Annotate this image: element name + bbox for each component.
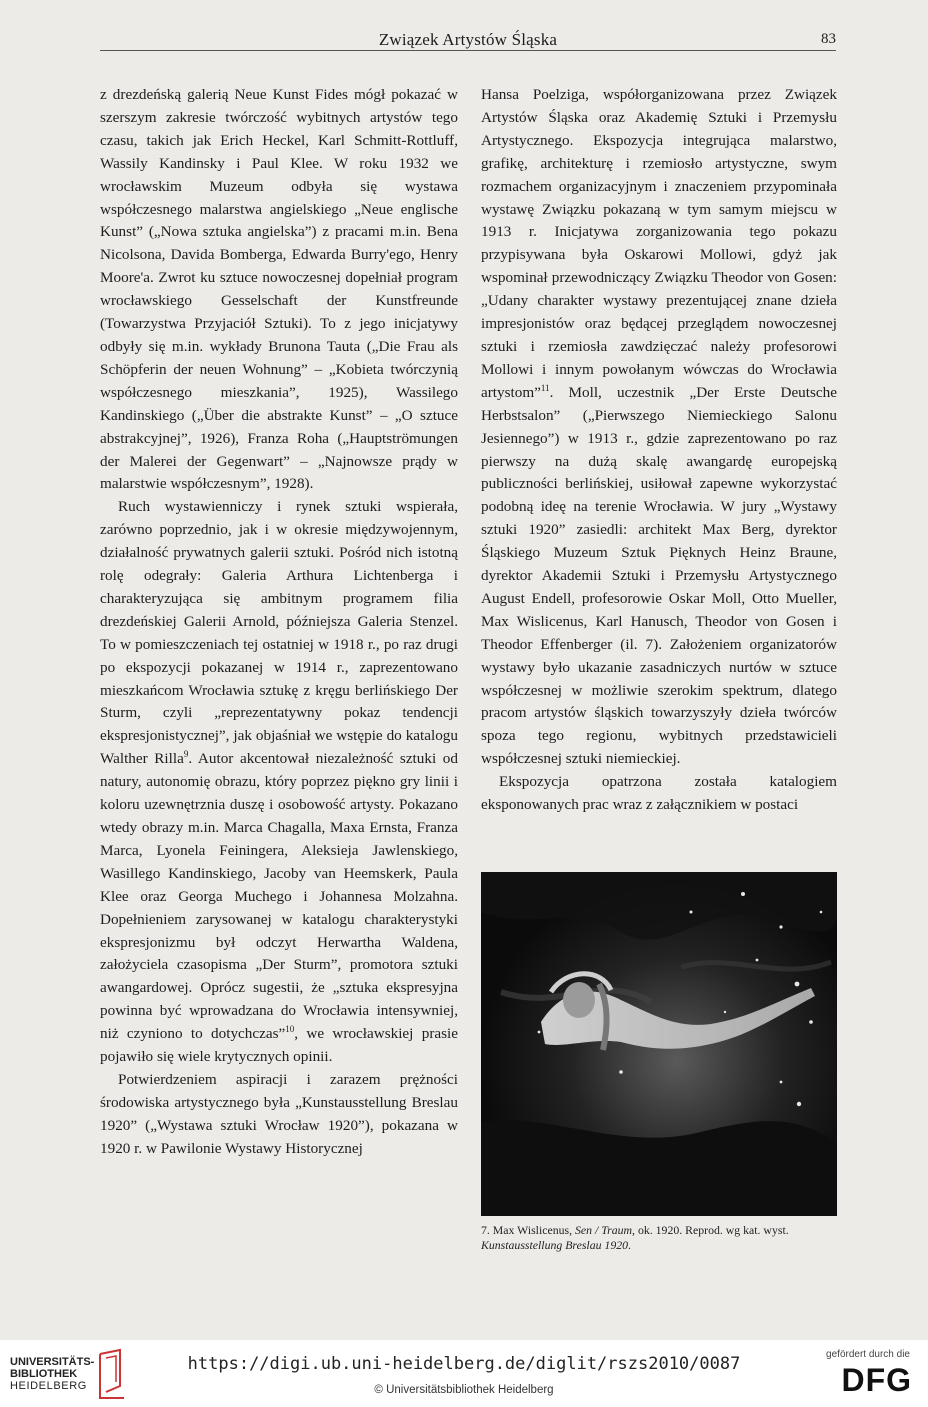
- paragraph: Ekspozycja opatrzona została katalogiem eksponowanych prac wraz z załącznikiem w postaci: [481, 773, 837, 814]
- running-head: [100, 28, 836, 51]
- caption-text: .: [628, 1238, 631, 1252]
- running-title: Związek Artystów Śląska: [378, 30, 558, 49]
- caption-title: Sen / Traum: [575, 1223, 633, 1237]
- caption-text: 7. Max Wislicenus,: [481, 1223, 576, 1237]
- copyright-notice: © Universitätsbibliothek Heidelberg: [374, 1384, 554, 1396]
- painting-illustration: [481, 872, 837, 1216]
- library-name-line: BIBLIOTHEK: [10, 1368, 78, 1380]
- caption-text: , ok. 1920. Reprod. wg kat. wyst.: [632, 1223, 789, 1237]
- footnote-ref: 9: [183, 749, 189, 760]
- funded-label: gefördert durch die: [826, 1349, 910, 1360]
- permalink-url[interactable]: https://digi.ub.uni-heidelberg.de/diglit/rszs2010/0087: [187, 1354, 741, 1374]
- paragraph-text: Hansa Poelziga, współorganizowana przez Związek Artystów Śląska oraz Akademię Sztuki i Przemysłu Artystycznego. Ekspozycja integrująca malarstwo, grafikę, architekturę i rzemiosło artystyczne, swym rozmachem organizacyjnym i znaczeniem przypominała wystawę Związku pokazaną w tym samym miejscu w 1913 r. Inicjatywa zorganizowania tego pokazu przypisywana była Oskarowi Mollowi, gdyż jak wspominał przewodniczący Związku Theodor von Gosen: „Udany charakter wystawy prezentującej znane dzieła impresjonistów oraz będącej przeglądem nowoczesnej sztuki i rzemiosła zawdzięczać należy profesorowi Mollowi i innym powołanym wówczas do Wrocławia artystom”: [481, 86, 837, 401]
- right-column: [481, 84, 837, 817]
- figure-caption: [481, 1223, 837, 1253]
- footnote-ref: 10: [285, 1024, 295, 1035]
- paragraph: z drezdeńską galerią Neue Kunst Fides mógł pokazać w szerszym zakresie twórczość wybitnych artystów tego czasu, takich jak Erich Heckel, Karl Schmitt-Rottluff, Wassily Kandinsky i Paul Klee. W roku 1932 we wrocławskim Muzeum odbyła się wystawa współczesnego malarstwa angielskiego „Neue englische Kunst” („Nowa sztuka angielska”) z pracami m.in. Bena Nicolsona, Davida Bomberga, Edwarda Burry'ego, Henry Moore'a. Zwrot ku sztuce nowoczesnej dopełniał program wrocławskiego Gesselschaft der Kunstfreunde (Towarzystwa Przyjaciół Sztuki). To z jego inicjatywy odbyły się m.in. wykłady Brunona Tauta („Die Frau als Schöpferin der neuen Wohnung” – „Kobieta twórczynią współczesnego mieszkania”, 1925), Wassilego Kandinskiego („Über die abstrakte Kunst” – „O sztuce abstrakcyjnej”, 1926), Franza Roha („Hauptströmungen der Malerei der Gegenwart” – „Najnowsze prądy w malarstwie współczesnym”, 1928).: [100, 86, 458, 493]
- dfg-logo: DFG: [841, 1362, 912, 1398]
- library-name-line: UNIVERSITÄTS-: [10, 1356, 95, 1368]
- paragraph: Potwierdzeniem aspiracji i zarazem prężności środowiska artystycznego była „Kunstausstellung Breslau 1920” („Wystawa sztuki Wrocław 1920”), pokazana w 1920 r. w Pawilonie Wystawy Historycznej: [100, 1070, 458, 1157]
- page-number: 83: [821, 31, 836, 47]
- paragraph-text: . Autor akcentował niezależność sztuki od natury, autonomię obrazu, który poprzez piękno gry linii i koloru uzewnętrznia duszę i osobowość artysty. Pokazano wtedy obrazy m.in. Marca Chagalla, Maxa Ernsta, Franza Marca, Lyonela Feiningera, Aleksieja Jawlenskiego, Wasillego Kandinskiego, Jacoby van Heemskerk, Paula Klee oraz Georga Muchego i Johannesa Molzahna. Dopełnieniem zarysowanej w katalogu charakterystyki ekspresjonizmu był odczyt Herwartha Waldena, założyciela czasopisma „Der Sturm”, promotora sztuki awangardowej. Oprócz sugestii, że „sztuka ekspresyjna powinna być wprowadzana do Wrocławia intensywniej, niż czyniono to dotychczas”: [100, 750, 458, 1043]
- library-name-line: HEIDELBERG: [10, 1380, 87, 1392]
- caption-source: Kunstausstellung Breslau 1920: [481, 1238, 629, 1252]
- left-column: [100, 84, 458, 1161]
- paragraph-text: . Moll, uczestnik „Der Erste Deutsche Herbstsalon” („Pierwszego Niemieckiego Salonu Jesiennego”) w 1913 r., gdzie zaprezentowano po raz pierwszy na dużą skalę awangardę europejską publiczności berlińskiej, usiłował zapewne wykorzystać podobną ideę na terenie Wrocławia. W jury „Wystawy sztuki 1920” zasiedli: architekt Max Berg, dyrektor Śląskiego Muzeum Sztuk Pięknych Heinz Braune, dyrektor Akademii Sztuki i Przemysłu Artystycznego August Endell, profesorowie Oskar Moll, Otto Mueller, Max Wislicenus, Karl Hanusch, Theodor von Gosen i Theodor Effenberger (il. 7). Założeniem organizatorów wystawy było ukazanie zasadniczych nurtów w sztuce współczesnej w możliwie szerokim spektrum, dlatego pracom artystów śląskich towarzyszyły dzieła twórców spoza tego regionu, wybitnych przedstawicieli współczesnej sztuki niemieckiej.: [481, 383, 837, 768]
- figure-painting: [481, 872, 837, 1216]
- footnote-ref: 11: [540, 382, 550, 393]
- paragraph: [100, 496, 458, 1069]
- paragraph: [481, 84, 837, 771]
- viewer-footer: [0, 1340, 928, 1407]
- paragraph-text: , we wrocławskiej prasie pojawiło się wiele krytycznych opinii.: [100, 1025, 458, 1066]
- paragraph-text: Ruch wystawienniczy i rynek sztuki wspierała, zarówno poprzednio, jak i w okresie międzywojennym, działalność prywatnych galerii sztuki. Pośród nich istotną rolę odegrały: Galeria Arthura Lichtenberga i charakteryzująca się ambitnym programem filia drezdeńskiej Galerii Arnold, późniejsza Galeria Stenzel. To w pomieszczeniach tej ostatniej w 1918 r., po raz drugi po ekspozycji pokazanej w 1914 r., zaprezentowano mieszkańcom Wrocławia sztukę z kręgu berlińskiego Der Sturm, czyli „reprezentatywny pokaz tendencji ekspresjonistycznej”, jak objaśniał we wstępie do katalogu Walther Rilla: [100, 498, 458, 768]
